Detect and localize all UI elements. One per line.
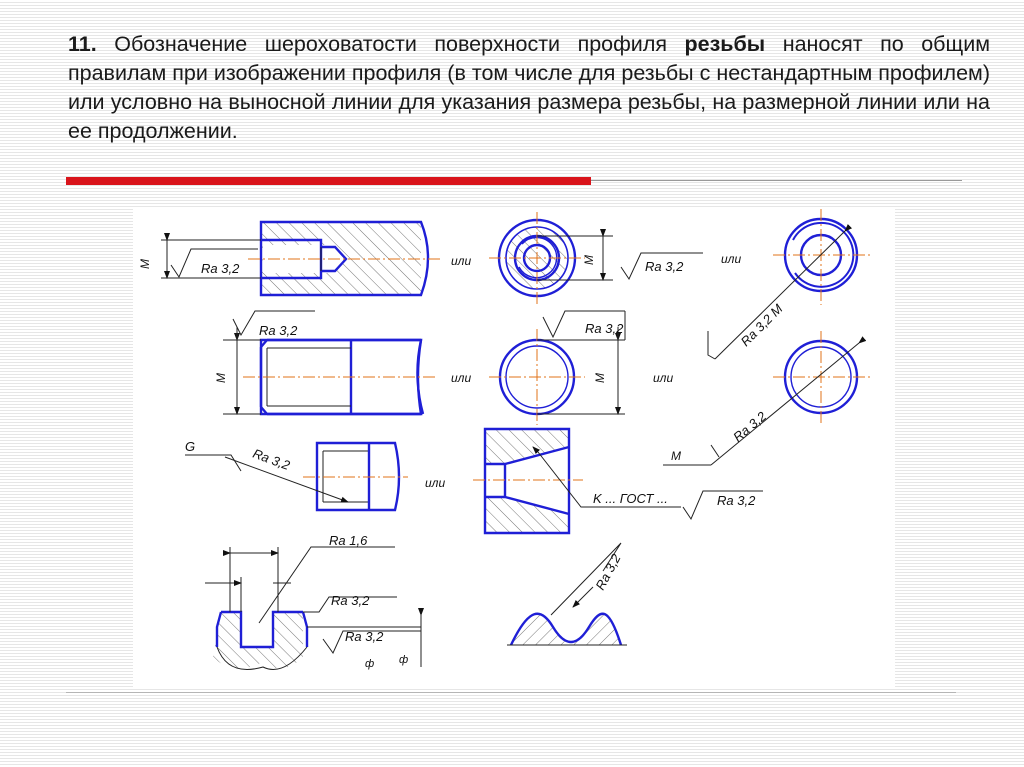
label-ili-3: или bbox=[451, 371, 472, 385]
label-ili-1: или bbox=[451, 254, 472, 268]
part-conical-hole bbox=[473, 429, 763, 533]
label-g: G bbox=[185, 439, 196, 454]
label-ra16: Ra 1,6 bbox=[329, 533, 368, 548]
heading-text-1: Обозначение шероховатости поверхности профиля bbox=[96, 32, 685, 56]
thread-roughness-drawing bbox=[133, 207, 895, 687]
label-ra32-1: Ra 3,2 bbox=[201, 261, 240, 276]
label-ili-2: или bbox=[721, 252, 742, 266]
part-groove bbox=[205, 547, 421, 670]
label-m-5: M bbox=[671, 449, 681, 463]
label-ra32-9: Ra 3,2 bbox=[345, 629, 384, 644]
label-gost: K ... ГОСТ ... bbox=[593, 491, 668, 506]
divider-line bbox=[591, 180, 962, 181]
label-ra32-6: Ra 3,2 bbox=[250, 445, 292, 473]
label-ra32-4: Ra 3,2 bbox=[585, 321, 624, 336]
label-m-3: M bbox=[214, 373, 228, 383]
part-pipe-thread bbox=[185, 443, 408, 510]
label-ra32-2: Ra 3,2 bbox=[645, 259, 684, 274]
heading-text-2: наносят по общим правилам при изображении профиля (в том числе для резьбы с нестандартным профилем) или условно на выносной линии для указания размера резьбы, на размерной линии или на ее продолжении. bbox=[68, 32, 990, 143]
label-m-2: M bbox=[582, 255, 596, 265]
label-phi-2: ф bbox=[399, 654, 409, 666]
label-m-4: M bbox=[593, 373, 607, 383]
accent-bar bbox=[66, 177, 591, 185]
label-m-1: M bbox=[138, 259, 152, 269]
part-circle-leader-1 bbox=[708, 209, 871, 359]
label-ra32-10: Ra 3,2 bbox=[592, 551, 624, 593]
item-number: 11. bbox=[68, 32, 97, 56]
label-ra32-m: Ra 3,2 M bbox=[737, 301, 786, 350]
label-ra32-7: Ra 3,2 bbox=[717, 493, 756, 508]
bottom-divider bbox=[66, 692, 956, 693]
heading-bold-word: резьбы bbox=[684, 32, 766, 56]
label-ili-5: или bbox=[425, 476, 446, 490]
drawing-figure bbox=[133, 207, 895, 687]
part-blind-hole bbox=[161, 222, 443, 295]
heading-paragraph bbox=[68, 30, 990, 146]
label-ra32-5: Ra 3,2 bbox=[730, 408, 770, 445]
label-ra32-3: Ra 3,2 bbox=[259, 323, 298, 338]
label-phi-1: ф bbox=[365, 658, 375, 670]
label-ra32-8: Ra 3,2 bbox=[331, 593, 370, 608]
part-circle-leader-2 bbox=[663, 331, 871, 465]
label-ili-4: или bbox=[653, 371, 674, 385]
part-shaft-external bbox=[223, 311, 438, 414]
